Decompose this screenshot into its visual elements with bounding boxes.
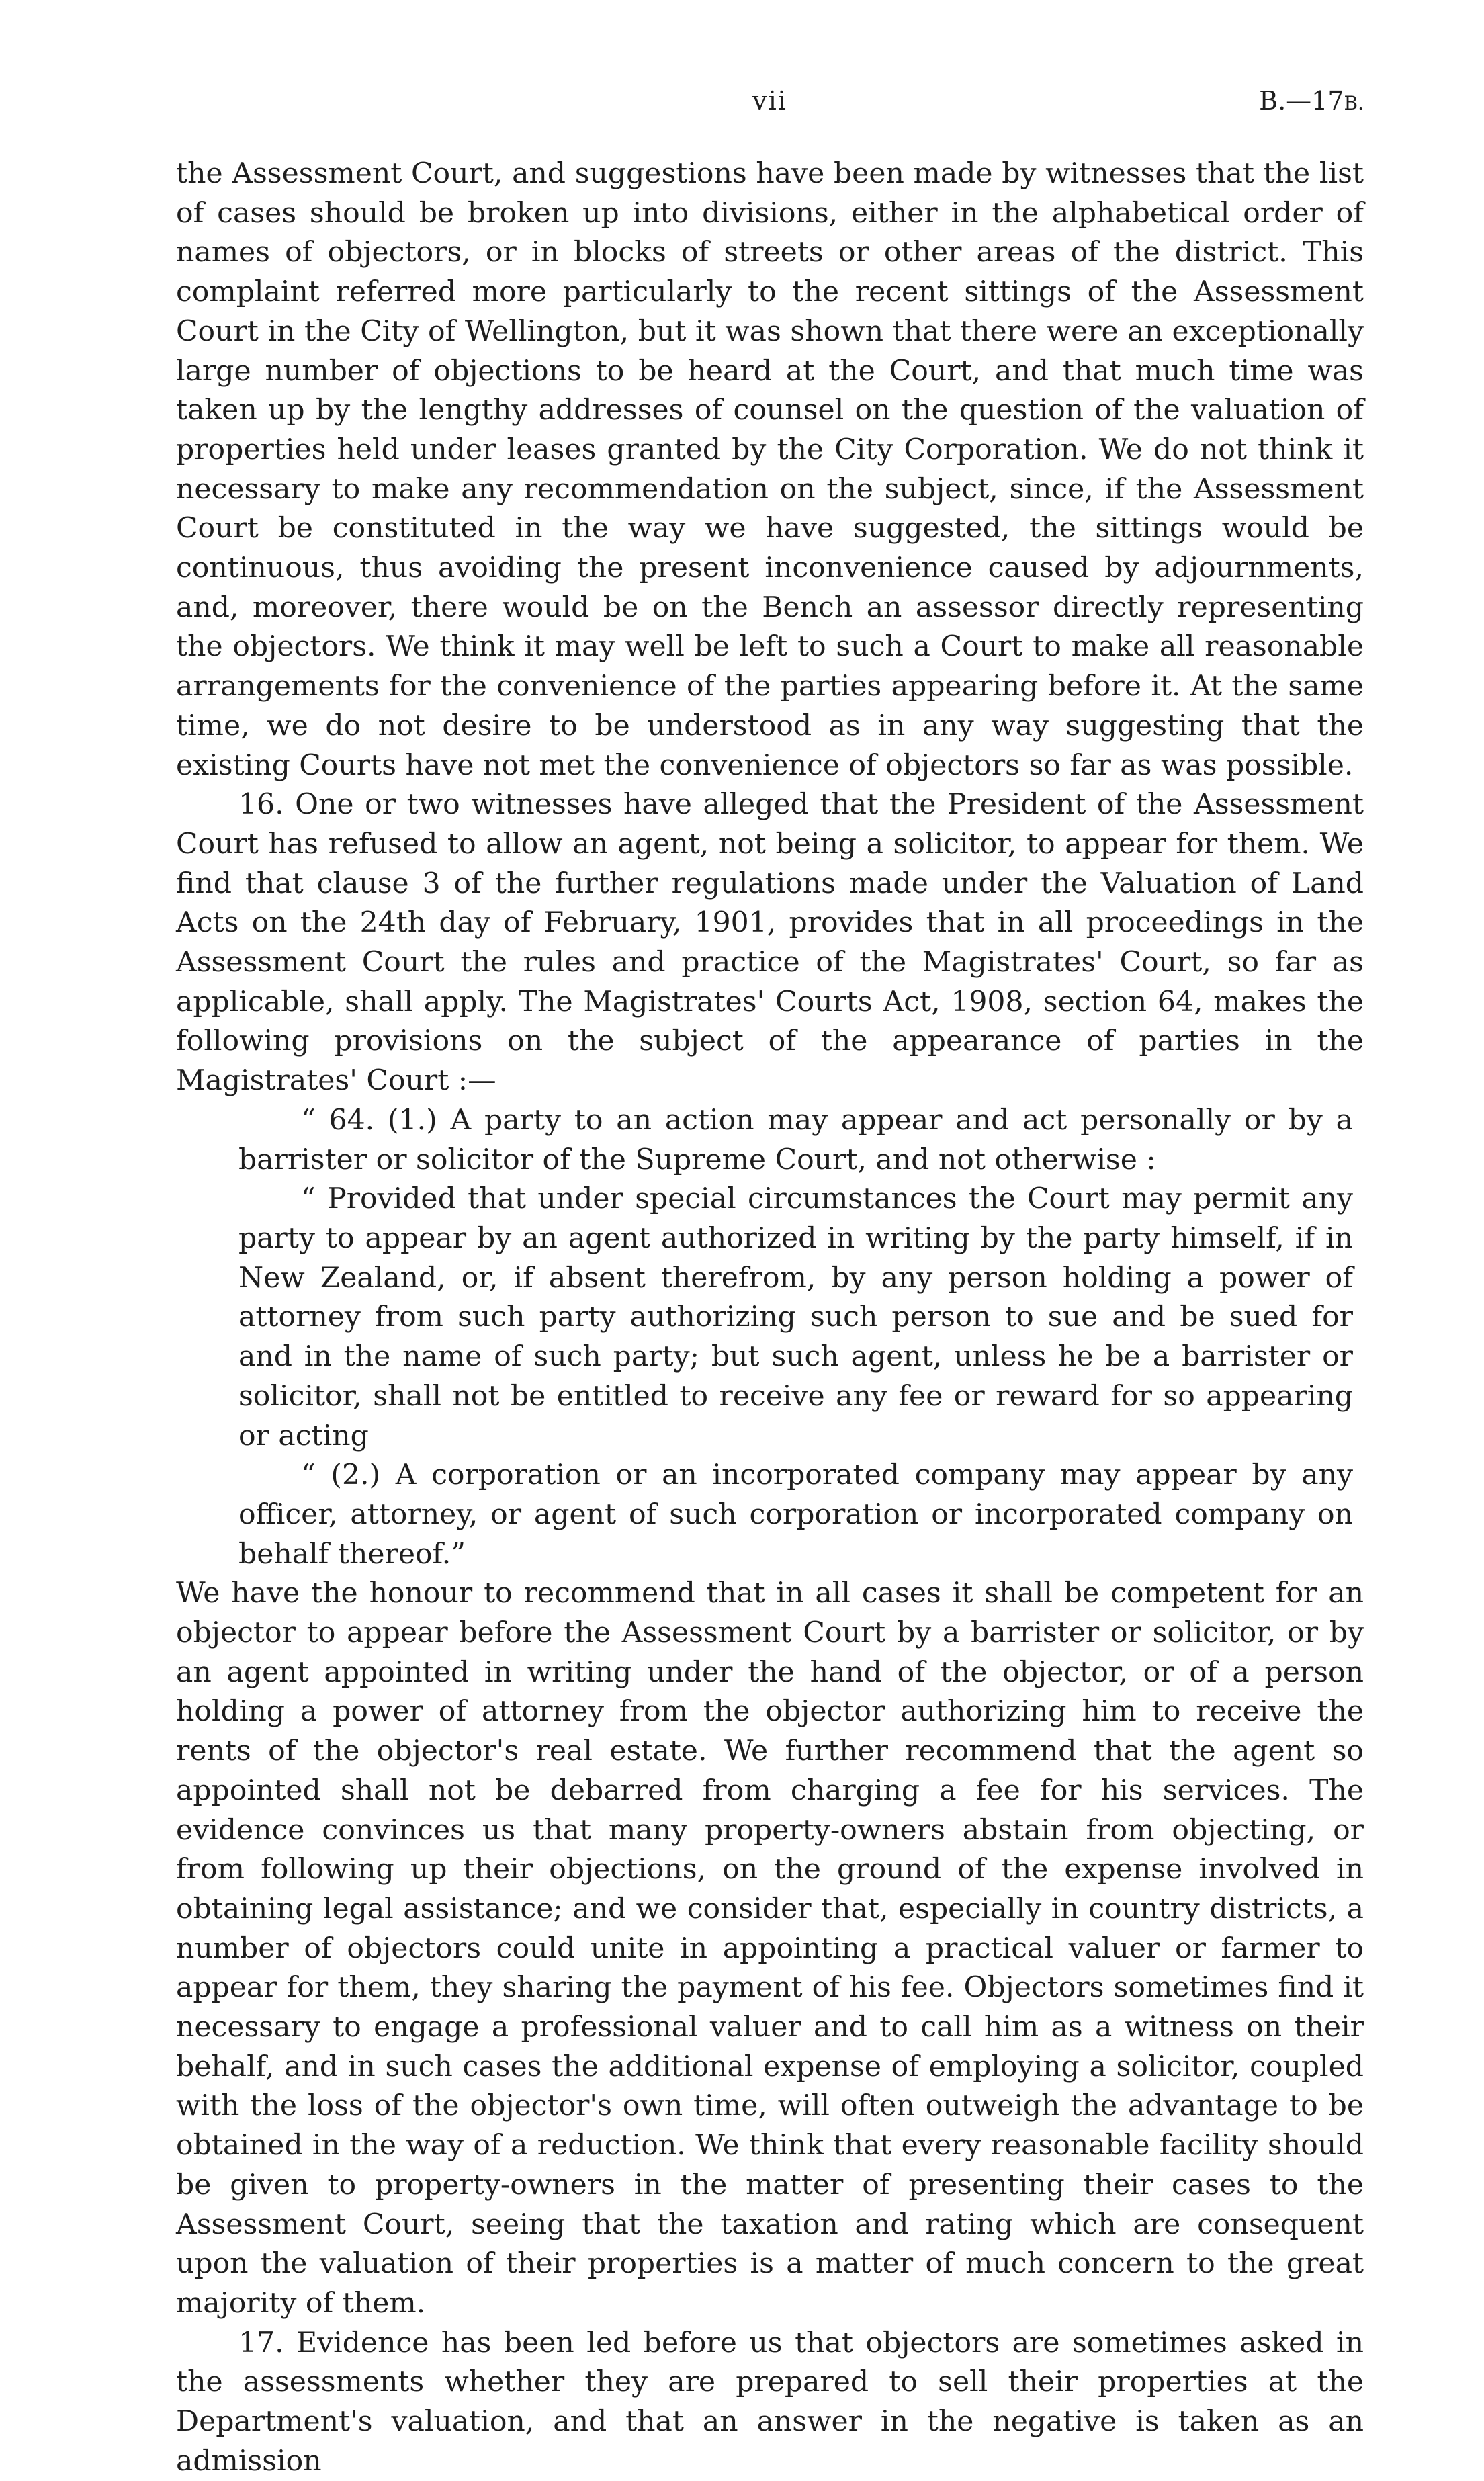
quoted-section-64-1: “ 64. (1.) A party to an action may appear and act personally or by a barrister or solicitor of the Supreme Court, and not otherwise :	[238, 1103, 1353, 1176]
paper-reference	[1259, 86, 1364, 116]
paper-reference-suffix: B.	[1344, 92, 1364, 114]
quoted-section-64-2: “ (2.) A corporation or an incorporated company may appear by any officer, attorney, or agent of such corporation or incorporated company on behalf thereof.”	[238, 1459, 1353, 1571]
page-number: vii	[752, 86, 787, 116]
quoted-proviso: “ Provided that under special circumstances the Court may permit any party to appear by an agent authorized in writing by the party himself, if in New Zealand, or, if absent therefrom, by any person holding a power of attorney from such party authorizing such person to sue and be sued for and in the name of such party; but such agent, unless he be a barrister or solicitor, shall not be entitled to receive any fee or reward for so appearing or acting	[238, 1182, 1353, 1452]
paragraph-16: 16. One or two witnesses have alleged that the President of the Assessment Court has refused to allow an agent, not being a solicitor, to appear for them. We find that clause 3 of the further regulations made under the Valuation of Land Acts on the 24th day of February, 1901, provides that in all proceedings in the Assessment Court the rules and practice of the Magistrates' Court, so far as applicable, shall apply. The Magistrates' Courts Act, 1908, section 64, makes the following provisions on the subject of the appearance of parties in the Magistrates' Court :—	[176, 788, 1364, 1098]
report-body	[176, 155, 1364, 2481]
paper-reference-main: B.—17	[1259, 86, 1344, 116]
paragraph-17: 17. Evidence has been led before us that objectors are sometimes asked in the assessments whether they are prepared to sell their properties at the Department's valuation, and that an answer in the negative is taken as an admission	[176, 2326, 1364, 2478]
paragraph-recommendation: We have the honour to recommend that in all cases it shall be competent for an objector to appear before the Assessment Court by a barrister or solicitor, or by an agent appointed in writing under the hand of the objector, or of a person holding a power of attorney from the objector authorizing him to receive the rents of the objector's real estate. We further recommend that the agent so appointed shall not be debarred from charging a fee for his services. The evidence convinces us that many property-owners abstain from objecting, or from following up their objections, on the ground of the expense involved in obtaining legal assistance; and we consider that, especially in country districts, a number of objectors could unite in appointing a practical valuer or farmer to appear for them, they sharing the payment of his fee. Objectors sometimes find it necessary to engage a professional valuer and to call him as a witness on their behalf, and in such cases the additional expense of employing a solicitor, coupled with the loss of the objector's own time, will often outweigh the advantage to be obtained in the way of a reduction. We think that every reasonable facility should be given to property-owners in the matter of presenting their cases to the Assessment Court, seeing that the taxation and rating which are consequent upon the valuation of their properties is a matter of much concern to the great majority of them.	[176, 1577, 1364, 2320]
paragraph-continuation: the Assessment Court, and suggestions have been made by witnesses that the list of cases should be broken up into divisions, either in the alphabetical order of names of objectors, or in blocks of streets or other areas of the district. This complaint referred more particularly to the recent sittings of the Assessment Court in the City of Wellington, but it was shown that there were an exceptionally large number of objections to be heard at the Court, and that much time was taken up by the lengthy addresses of counsel on the question of the valuation of properties held under leases granted by the City Corporation. We do not think it necessary to make any recommendation on the subject, since, if the Assessment Court be constituted in the way we have suggested, the sittings would be continuous, thus avoiding the present inconvenience caused by adjournments, and, moreover, there would be on the Bench an assessor directly representing the objectors. We think it may well be left to such a Court to make all reasonable arrangements for the convenience of the parties appearing before it. At the same time, we do not desire to be understood as in any way suggesting that the existing Courts have not met the convenience of objectors so far as was possible.	[176, 157, 1364, 782]
page-header	[176, 86, 1364, 126]
